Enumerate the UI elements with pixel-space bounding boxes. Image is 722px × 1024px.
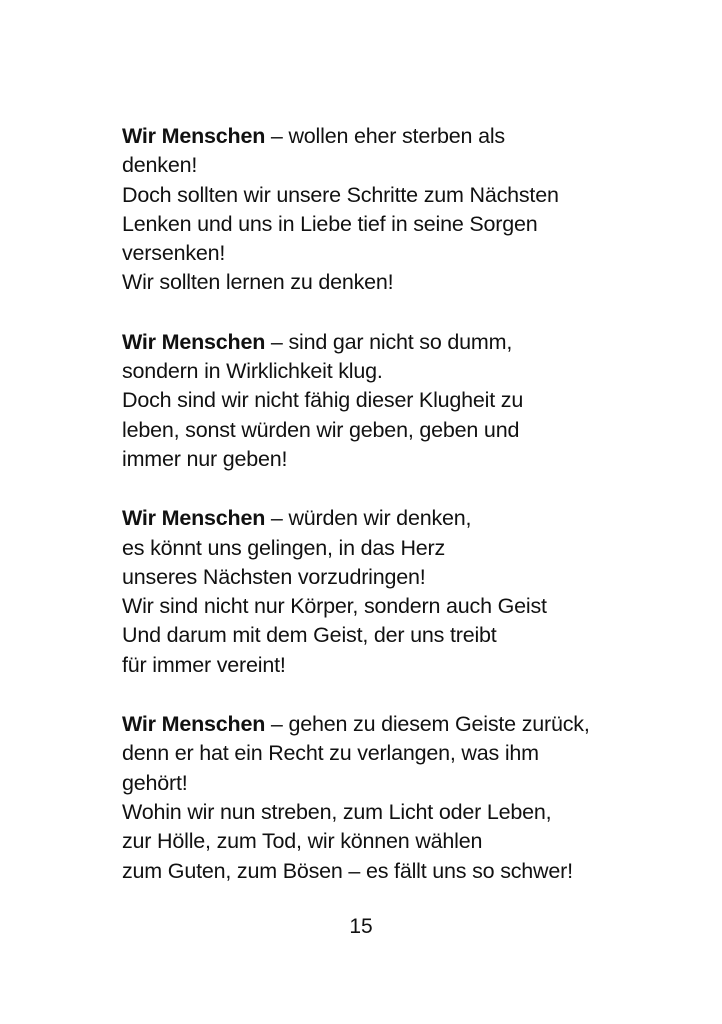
stanza-2 — [122, 328, 622, 474]
poem-line: Doch sollten wir unsere Schritte zum Nächsten — [122, 182, 559, 207]
poem-line: gehört! — [122, 770, 188, 795]
stanza-4 — [122, 710, 622, 886]
poem-line: leben, sonst würden wir geben, geben und — [122, 417, 520, 442]
poem-line: Wohin wir nun streben, zum Licht oder Leben, — [122, 799, 552, 824]
poem-line: denn er hat ein Recht zu verlangen, was ihm — [122, 741, 539, 766]
stanza-first-line-rest: – gehen zu diesem Geiste zurück, — [265, 712, 590, 737]
page-number: 15 — [349, 915, 373, 938]
stanza-first-line — [122, 504, 622, 533]
poem-body — [122, 122, 622, 916]
poem-line: Lenken und uns in Liebe tief in seine Sorgen — [122, 211, 538, 236]
stanza-first-line — [122, 328, 622, 357]
stanza-lead: Wir Menschen — [122, 124, 266, 148]
poem-line: Wir sollten lernen zu denken! — [122, 270, 394, 295]
poem-line: Wir sind nicht nur Körper, sondern auch Geist — [122, 594, 547, 619]
stanza-lead: Wir Menschen — [122, 329, 266, 354]
poem-line: versenken! — [122, 241, 226, 266]
stanza-lead: Wir Menschen — [122, 506, 266, 531]
poem-line: Und darum mit dem Geist, der uns treibt — [122, 623, 497, 648]
poem-line: denken! — [122, 153, 198, 178]
stanza-first-line — [122, 710, 622, 739]
poem-line: zum Guten, zum Bösen – es fällt uns so schwer! — [122, 858, 573, 883]
stanza-first-line-rest: – wollen eher sterben als — [265, 124, 505, 148]
stanza-first-line — [122, 122, 622, 151]
poem-line: immer nur geben! — [122, 446, 288, 471]
stanza-first-line-rest: – sind gar nicht so dumm, — [265, 329, 513, 354]
poem-line: für immer vereint! — [122, 652, 286, 677]
poem-line: Doch sind wir nicht fähig dieser Klugheit zu — [122, 388, 524, 413]
stanza-1 — [122, 122, 622, 298]
poem-line: zur Hölle, zum Tod, wir können wählen — [122, 829, 483, 854]
poem-line: unseres Nächsten vorzudringen! — [122, 564, 426, 589]
stanza-lead: Wir Menschen — [122, 712, 266, 737]
stanza-3 — [122, 504, 622, 680]
poem-line: sondern in Wirklichkeit klug. — [122, 359, 383, 384]
poem-line: es könnt uns gelingen, in das Herz — [122, 535, 446, 560]
stanza-first-line-rest: – würden wir denken, — [265, 506, 472, 531]
